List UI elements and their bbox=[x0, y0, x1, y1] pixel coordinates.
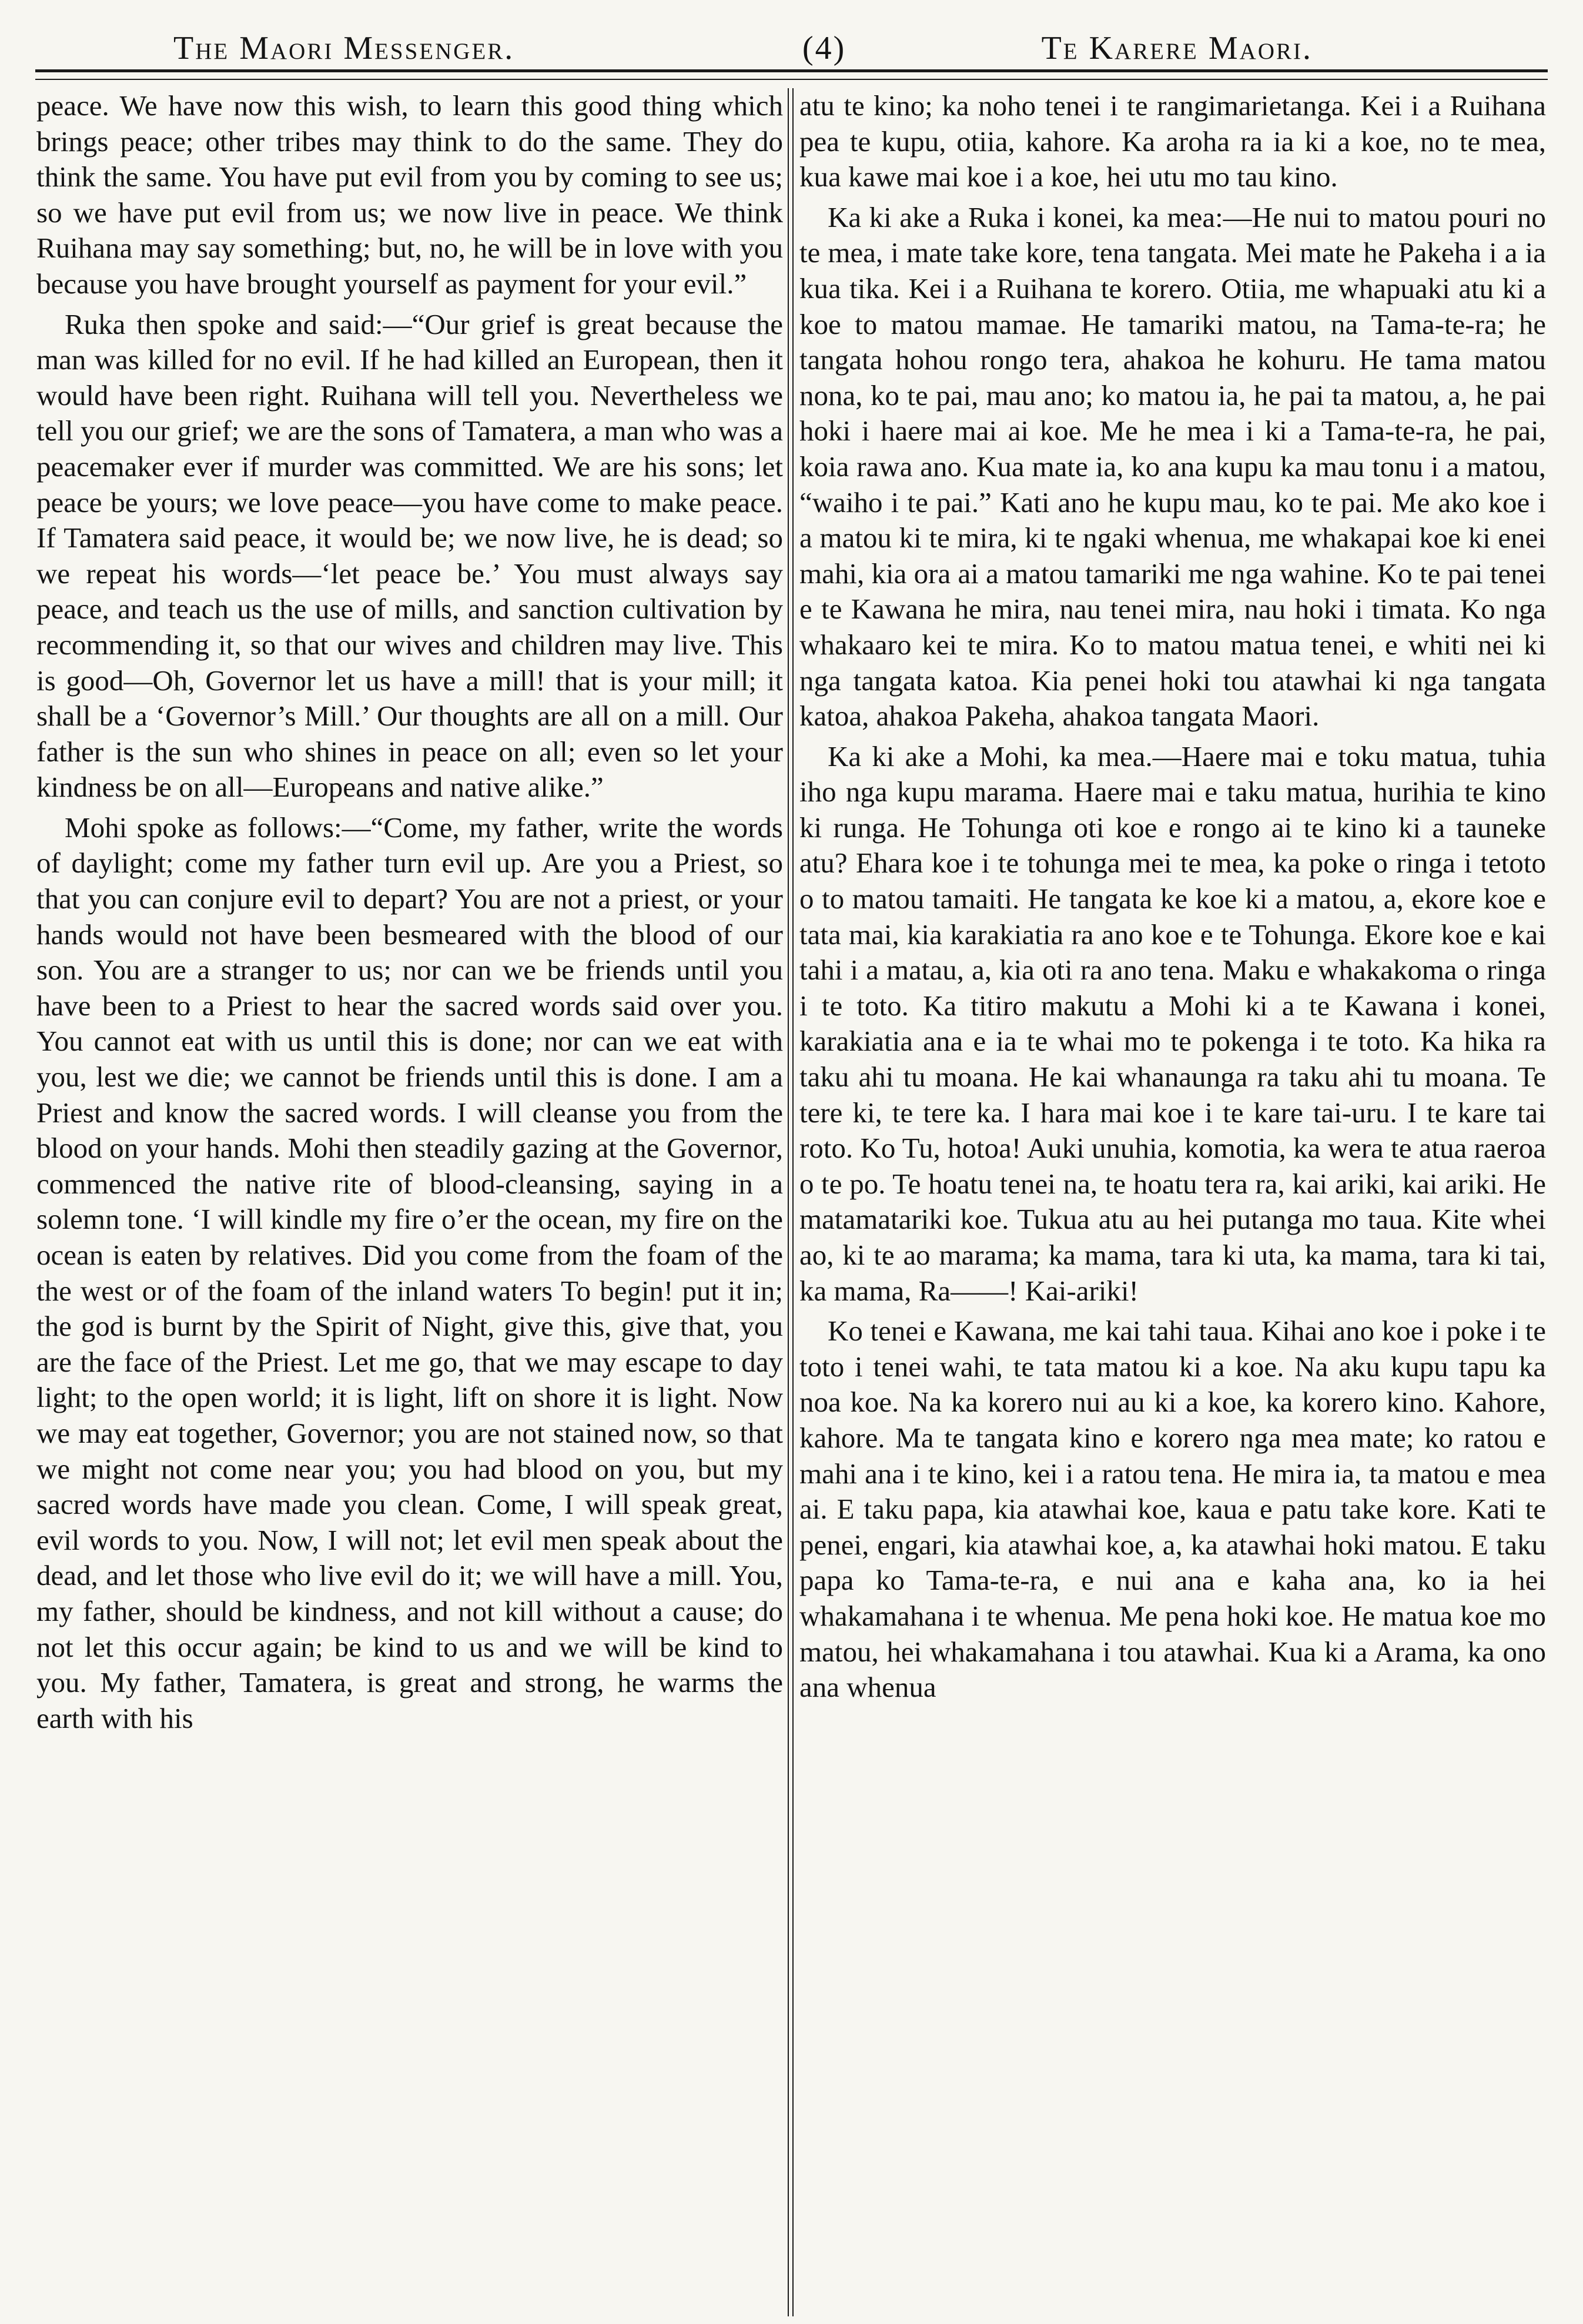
english-paragraph-2: Ruka then spoke and said:—“Our grief is great because the man was killed for no evil. If he had killed an European, then it would have been right. Ruihana will tell you. Nevertheless we tell you our grief; we are the sons of Tamatera, a man who was a peacemaker ever if murder was committed. We are his sons; let peace be yours; we love peace—you have come to make peace. If Tamatera said peace, it would be; we now live, he is dead; so we repeat his words—‘let peace be.’ You must always say peace, and teach us the use of mills, and sanction cultivation by recommending it, so that our wives and children may live. This is good—Oh, Governor let us have a mill! that is your mill; it shall be a ‘Governor’s Mill.’ Our thoughts are all on a mill. Our father is the sun who shines in peace on all; even so let your kindness be on all—Europeans and native alike.” bbox=[36, 307, 783, 804]
maori-paragraph-1: atu te kino; ka noho tenei i te rangimarietanga. Kei i a Ruihana pea te kupu, otiia, kahore. Ka aroha ra ia ki a koe, no te mea, kua kawe mai koe i a koe, hei utu mo tau kino. bbox=[799, 89, 1546, 193]
maori-paragraph-2: Ka ki ake a Ruka i konei, ka mea:—He nui to matou pouri no te mea, i mate take kore, tena tangata. Mei mate he Pakeha i a ia kua tika. Kei i a Ruihana te korero. Otiia, me whapuaki atu ki a koe to matou mamae. He tamariki matou, na Tama-te-ra; he tangata hohou rongo tera, ahakoa he kohuru. He tama matou nona, ko te pai, mau ano; ko matou ia, he pai ta matou, a, he pai hoki i haere mai ai koe. Me he mea i ki a Tama-te-ra, he pai, koia rawa ano. Kua mate ia, ko ana kupu ka mau tonu i a matou, “waiho i te pai.” Kati ano he kupu mau, ko te pai. Me ako koe i a matou ki te mira, ki te ngaki whenua, me whakapai koe ki enei mahi, kia ora ai a matou tamariki me nga wahine. Ko te pai tenei e te Kawana he mira, nau tenei mira, nau hoki i timata. Ko nga whakaaro kei te mira. Ko to matou matua tenei, e whiti nei ki nga tangata katoa. Kia penei hoki tou atawhai ki nga tangata katoa, ahakoa Pakeha, ahakoa tangata Maori. bbox=[799, 200, 1546, 733]
maori-masthead: Te Karere Maori. bbox=[1041, 30, 1313, 66]
maori-column bbox=[799, 88, 1546, 2316]
page-number: (4) bbox=[802, 30, 846, 66]
page-header bbox=[35, 24, 1548, 71]
english-masthead: The Maori Messenger. bbox=[173, 30, 515, 66]
header-rule-thin bbox=[35, 79, 1548, 80]
column-divider bbox=[788, 88, 794, 2316]
maori-paragraph-4: Ko tenei e Kawana, me kai tahi taua. Kihai ano koe i poke i te toto i tenei wahi, te tata matou ki a koe. Na aku kupu tapu ka noa koe. Na ka korero nui au ki a koe, ka korero kino. Kahore, kahore. Ma te tangata kino e korero nga mea mate; ko ratou e mahi ana i te kino, kei i a ratou tena. He mira ia, ta matou e mea ai. E taku papa, kia atawhai koe, kaua e patu take kore. Kati te penei, engari, kia atawhai koe, a, ka atawhai hoki matou. E taku papa ko Tama-te-ra, e nui ana e kaha ana, ko ia hei whakamahana i te whenua. Me pena hoki koe. He matua koe mo matou, hei whakamahana i tou atawhai. Kua ki a Arama, ka ono ana whenua bbox=[799, 1315, 1546, 1704]
maori-paragraph-3: Ka ki ake a Mohi, ka mea.—Haere mai e toku matua, tuhia iho nga kupu marama. Haere mai e taku matua, hurihia te kino ki runga. He Tohunga oti koe e rongo ai te kino ki a tauneke atu? Ehara koe i te tohunga mei te mea, ka poke o ringa i tetoto o to matou tamaiti. He tangata ke koe ki a matou, a, ekore koe e tata mai, kia karakiatia ra ano koe e te Tohunga. Ekore koe e kai tahi i a matau, a, kia oti ra ano tena. Maku e whakakoma o ringa i te toto. Ka titiro makutu a Mohi ki a te Kawana i konei, karakiatia ana e ia te whai mo te pokenga i te toto. Ka hika ra taku ahi tu moana. He kai whanaunga ra taku ahi tu moana. Te tere ki, te tere ka. I hara mai koe i te kare tai-uru. I te kare tai roto. Ko Tu, hotoa! Auki unuhia, komotia, ka wera te atua raeroa o te po. Te hoatu tenei na, te hoatu tera ra, kai ariki, kai ariki. He matamatariki koe. Tukua atu au hei putanga mo taua. Kite whei ao, ki te ao marama; ka mama, tara ki uta, ka mama, tara ki tai, ka mama, Ra——! Kai-ariki! bbox=[799, 740, 1546, 1307]
english-column bbox=[36, 88, 783, 2316]
english-paragraph-3: Mohi spoke as follows:—“Come, my father, write the words of daylight; come my father turn evil up. Are you a Priest, so that you can conjure evil to depart? You are not a priest, or your hands would not have been besmeared with the blood of our son. You are a stranger to us; nor can we be friends until you have been to a Priest to hear the sacred words said over you. You cannot eat with us until this is done; nor can we eat with you, lest we die; we cannot be friends until this is done. I am a Priest and know the sacred words. I will cleanse you from the blood on your hands. Mohi then steadily gazing at the Governor, commenced the native rite of blood-cleansing, saying in a solemn tone. ‘I will kindle my fire o’er the ocean, my fire on the ocean is eaten by relatives. Did you come from the foam of the the west or of the foam of the inland waters To begin! put it in; the god is burnt by the Spirit of Night, give this, give that, you are the face of the Priest. Let me go, that we may escape to day light; to the open world; it is light, lift on shore it is light. Now we may eat together, Governor; you are not stained now, so that we might not come near you; you had blood on you, but my sacred words have made you clean. Come, I will speak great, evil words to you. Now, I will not; let evil men speak about the dead, and let those who live evil do it; we will have a mill. You, my father, should be kindness, and not kill without a cause; do not let this occur again; be kind to us and we will be kind to you. My father, Tamatera, is great and strong, he warms the earth with his bbox=[36, 811, 783, 1734]
header-rule-thick bbox=[35, 69, 1548, 72]
english-paragraph-1: peace. We have now this wish, to learn this good thing which brings peace; other tribes may think to do the same. They do think the same. You have put evil from you by coming to see us; so we have put evil from us; we now live in peace. We think Ruihana may say something; but, no, he will be in love with you because you have brought yourself as payment for your evil.” bbox=[36, 89, 783, 300]
